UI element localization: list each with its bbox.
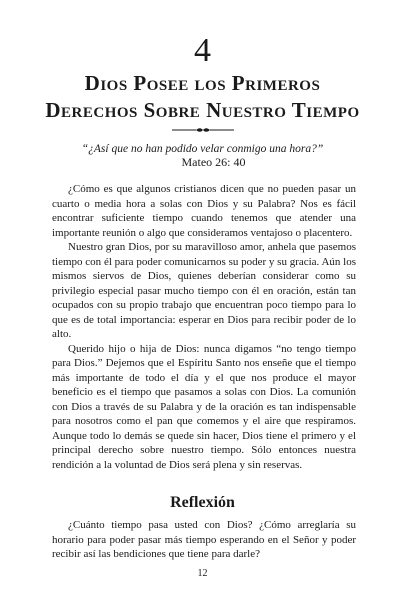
epigraph-reference: Mateo 26: 40 bbox=[181, 155, 246, 169]
chapter-number: 4 bbox=[194, 32, 211, 69]
chapter-title-line-2: Derechos Sobre Nuestro Tiempo bbox=[45, 98, 360, 122]
reflection-body bbox=[52, 518, 356, 562]
body-paragraph: ¿Cómo es que algunos cristianos dicen que no pueden pasar un cuarto o media hora a solas con Dios y su Palabra? Nos es fácil encontrar suficiente tiempo cuando tenemos que atender una importante reunión o algo que consideramos ventajoso o placentero. bbox=[52, 183, 356, 239]
page-number: 12 bbox=[197, 568, 208, 579]
reflection-paragraph: ¿Cuánto tiempo pasa usted con Dios? ¿Cómo arreglaría su horario para poder pasar más tiempo esperando en el Señor y poder recibir así las bendiciones que tiene para darle? bbox=[52, 519, 356, 560]
chapter-title-line-1: Dios Posee los Primeros bbox=[84, 71, 321, 95]
ornament-divider-icon bbox=[172, 126, 234, 134]
epigraph bbox=[0, 143, 405, 169]
reflection-heading: Reflexión bbox=[170, 494, 235, 511]
epigraph-quote: “¿Así que no han podido velar conmigo una hora?” bbox=[81, 143, 324, 155]
chapter-body bbox=[52, 182, 356, 472]
body-paragraph: Querido hijo o hija de Dios: nunca digamos “no tengo tiempo para Dios.” Dejemos que el Espíritu Santo nos enseñe que el tiempo más importante de todo el día y el que nos produce el mayor beneficio es el tiempo que pasamos a solas con Dios. La comunión con Dios a través de su Palabra y de la oración es tan indispensable para nosotros como el pan que comemos y el aire que respiramos. Aunque todo lo demás se quede sin hacer, Dios tiene el primero y el principal derecho sobre nuestro tiempo. Sólo entonces nuestra rendición a la voluntad de Dios será plena y sin reservas. bbox=[52, 342, 356, 471]
body-paragraph: Nuestro gran Dios, por su maravilloso amor, anhela que pasemos tiempo con él para poder comunicarnos su poder y su gracia. Aún los mismos siervos de Dios, quienes deberían considerar como su privilegio especial pasar mucho tiempo con él en oración, están tan ocupados con su propio trabajo que encuentran poco tiempo para lo que es de total importancia: esperar en Dios para recibir poder de lo alto. bbox=[52, 241, 356, 340]
chapter-title bbox=[0, 70, 405, 124]
